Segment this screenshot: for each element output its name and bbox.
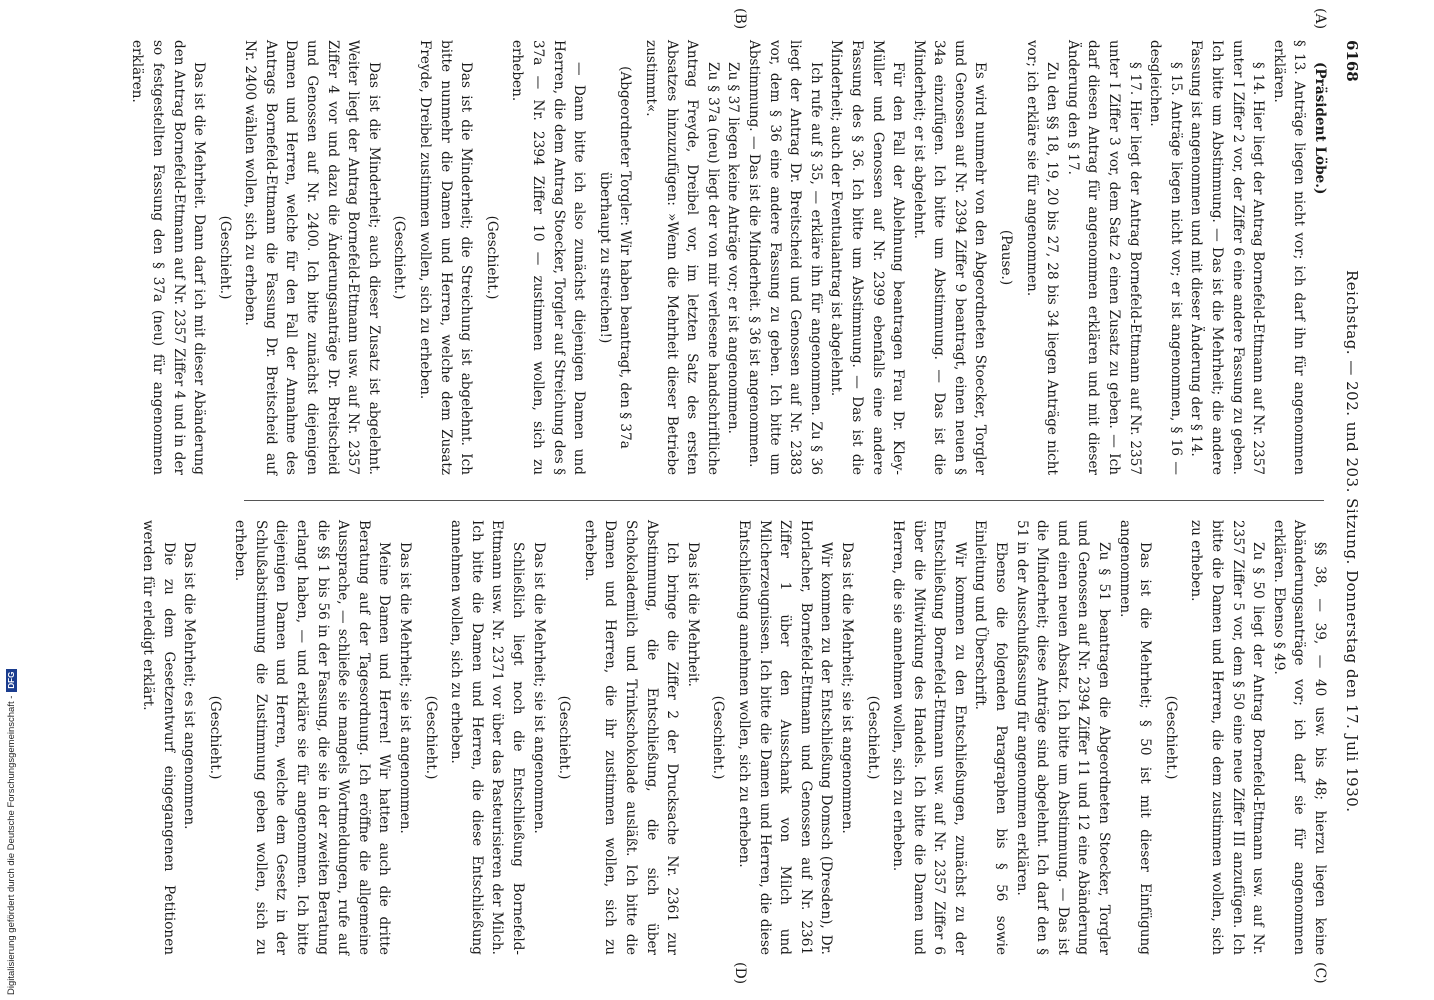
stage-direction: (Geschieht.) xyxy=(391,215,408,300)
paragraph-text: § 13. Anträge liegen nicht vor; ich darf ihn für angenommen erklären. xyxy=(1270,40,1308,475)
paragraph: § 15. Anträge liegen nicht vor; er ist angenommen, § 16 — desgleichen. xyxy=(1147,40,1184,475)
margin-marker-c: (C) xyxy=(1312,962,1328,984)
page-number: 6168 xyxy=(1343,40,1361,82)
stage-direction: (Geschieht.) xyxy=(1162,695,1179,780)
paragraph: Zu § 50 liegt der Antrag Bornefeld-Ettmann usw. auf Nr. 2357 Ziffer 5 vor, dem § 50 eine neue Ziffer III anzufügen. Ich bitte die Damen und Herren, die dem zustimmen wollen, sich zu erheben. xyxy=(1188,520,1267,955)
stage-direction: (Geschieht.) xyxy=(206,695,223,780)
digitization-credit xyxy=(6,669,17,995)
paragraph: § 17. Hier liegt der Antrag Bornefeld-Ettmann auf Nr. 2357 unter I Ziffer 3 vor, dem Satz 2 einen Zusatz zu geben. — Ich darf diesen Antrag für angenommen erklären und mit dieser Änderung den § 17. xyxy=(1064,40,1143,475)
paragraph: §§ 38, — 39, — 40 usw. bis 48; hierzu liegen keine Abänderungsanträge vor; ich darf sie für angenommen erklären. Ebenso § 49. xyxy=(1270,520,1328,955)
paragraph: Das ist die Mehrheit. Dann darf ich mit dieser Abänderung den Antrag Bornefeld-Ettmann auf Nr. 2357 Ziffer 4 und in der so festgestellten Fassung den § 37a (neu) für angenommen erklären. xyxy=(129,40,208,475)
paragraph: Ich rufe auf § 35, — erkläre ihn für angenommen. Zu § 36 liegt der Antrag Dr. Breitscheid und Genossen auf Nr. 2383 vor, dem § 36 eine andere Fassung zu geben. Ich bitte um Abstimmung. — Das ist die Minderheit. § 36 ist angenommen. xyxy=(745,40,824,475)
margin-marker-a: (A) xyxy=(1312,8,1328,30)
paragraph: — Dann bitte ich also zunächst diejenigen Damen und Herren, die dem Antrag Stoecker, Torgler auf Streichung des § 37a — Nr. 2394 Ziffer 10 — zustimmen wollen, sich zu erheben. xyxy=(509,40,588,475)
paragraph: Ich bringe die Ziffer 2 der Drucksache Nr. 2361 zur Abstimmung, die Entschließung, die sich über Schokolademilch und Trinkschokolade ausläßt. Ich bitte die Damen und Herren, die ihr zustimmen wollen, sich zu erheben. xyxy=(581,520,681,955)
stage-direction: (Geschieht.) xyxy=(864,695,881,780)
dfg-logo: DFG xyxy=(6,669,17,692)
paragraph: Für den Fall der Ablehnung beantragen Frau Dr. Kley-Müller und Genossen auf Nr. 2399 ebenfalls eine andere Fassung des § 36. Ich bitte um Abstimmung. — Das ist die Minderheit; auch der Eventualantrag ist abgelehnt. xyxy=(828,40,907,475)
stage-direction: (Geschieht.) xyxy=(483,215,500,300)
paragraph: Das ist die Mehrheit; sie ist angenommen. xyxy=(530,542,547,834)
margin-marker-b: (B) xyxy=(732,8,748,30)
paragraph: Das ist die Minderheit; auch dieser Zusatz ist abgelehnt. Weiter liegt der Antrag Bornefeld-Ettmann usw. auf Nr. 2357 Ziffer 4 vor und dazu die Änderungsanträge Dr. Breitscheid und Genossen auf Nr. 2400. Ich bitte zunächst diejenigen Damen und Herren, welche für den Fall der Annahme des Antrags Bornefeld-Ettmann die Fassung Dr. Breitscheid auf Nr. 2400 wählen wollen, sich zu erheben. xyxy=(242,40,382,475)
paragraph: Zu § 37 liegen keine Anträge vor; er ist angenommen. xyxy=(725,62,742,434)
speaker-paragraph xyxy=(1268,40,1330,475)
paragraph: § 14. Hier liegt der Antrag Bornefeld-Ettmann auf Nr. 2357 unter I Ziffer 2 vor, der Ziffer 6 eine andere Fassung zu geben. Ich bitte um Abstimmung. — Das ist die Mehrheit; die andere Fassung ist angenommen und mit dieser Änderung der § 14. xyxy=(1188,40,1267,475)
stage-direction: (Geschieht.) xyxy=(422,695,439,780)
paragraph: Ebenso die folgenden Paragraphen bis § 56 sowie Einleitung und Überschrift. xyxy=(972,520,1010,955)
paragraph: Das ist die Minderheit; die Streichung ist abgelehnt. Ich bitte nunmehr die Damen und Herren, welche dem Zusatz Freyde, Dreibel zustimmen wollen, sich zu erheben. xyxy=(417,40,475,475)
paragraph: Das ist die Mehrheit; § 50 ist mit dieser Einfügung angenommen. xyxy=(1116,520,1154,955)
stage-direction: (Geschieht.) xyxy=(216,215,233,300)
paragraph: Das ist die Mehrheit. xyxy=(684,542,701,687)
stage-direction: (Geschieht.) xyxy=(710,695,727,780)
left-text-column xyxy=(127,40,1330,475)
paragraph: Das ist die Mehrheit; sie ist angenommen. xyxy=(838,542,855,834)
page-title: Reichstag. — 202. und 203. Sitzung. Donnerstag den 17. Juli 1930. xyxy=(1343,270,1361,813)
paragraph: Wir kommen zu den Entschließungen, zunächst zu der Entschließung Bornefeld-Ettmann usw. auf Nr. 2357 Ziffer 6 über die Mitwirkung des Handels. Ich bitte die Damen und Herren, die sie annehmen wollen, sich zu erheben. xyxy=(890,520,968,955)
paragraph: Zu § 51 beantragen die Abgeordneten Stoecker, Torgler und Genossen auf Nr. 2394 Ziffer 11 und 12 eine Abänderung und einen neuen Absatz. Ich bitte um Abstimmung. — Das ist die Minderheit; diese Anträge sind abgelehnt. Ich darf den § 51 in der Ausschußfassung für angenommen erklären. xyxy=(1013,520,1113,955)
column-divider xyxy=(244,500,1324,501)
stage-direction: (Abgeordneter Torgler: Wir haben beantragt, den § 37a überhaupt zu streichen!) xyxy=(596,66,634,449)
paragraph: Wir kommen zu der Entschließung Domsch (Dresden), Dr. Horlacher, Bornefeld-Ettmann und Genossen auf Nr. 2361 Ziffer 1 über den Ausschank von Milch und Milcherzeugnissen. Ich bitte die Damen und Herren, die diese Entschließung annehmen wollen, sich zu erheben. xyxy=(735,520,835,955)
paragraph: Das ist die Mehrheit; es ist angenommen. xyxy=(181,542,198,830)
credit-text: Digitalisierung gefördert durch die Deutsche Forschungsgemeinschaft - xyxy=(6,695,17,995)
right-text-column xyxy=(137,520,1330,955)
paragraph: Die zu dem Gesetzentwurf eingegangenen Petitionen werden für erledigt erklärt. xyxy=(139,520,177,955)
margin-marker-d: (D) xyxy=(732,962,748,985)
speaker-name: (Präsident Löbe.) xyxy=(1312,62,1328,195)
paragraph: Zu § 37a (neu) liegt der von mir verlesene handschriftliche Antrag Freyde, Dreibel vor, im letzten Satz des ersten Absatzes hinzuzufügen: »Wenn die Mehrheit dieser Betriebe zustimmt«. xyxy=(643,40,721,475)
paragraph: Schließlich liegt noch die Entschließung Bornefeld-Ettmann usw. Nr. 2371 vor über das Pasteurisieren der Milch. Ich bitte die Damen und Herren, die diese Entschließung annehmen wollen, sich zu erheben. xyxy=(448,520,527,955)
paragraph: Meine Damen und Herren! Wir hatten auch die dritte Beratung auf der Tagesordnung. Ich eröffne die allgemeine Aussprache, — schließe sie mangels Wortmeldungen, rufe auf die §§ 1 bis 56 in der Fassung, die sie in der zweiten Beratung erlangt haben, — und erkläre sie für angenommen. Ich bitte diejenigen Damen und Herren, welche dem Gesetz in der Schlußabstimmung die Zustimmung geben wollen, sich zu erheben. xyxy=(232,520,393,955)
paragraph: Das ist die Mehrheit; sie ist angenommen. xyxy=(397,542,414,834)
stage-direction: (Pause.) xyxy=(998,229,1015,286)
paragraph: Zu den §§ 18, 19, 20 bis 27, 28 bis 34 liegen Anträge nicht vor; ich erkläre sie für angenommen. xyxy=(1023,40,1061,475)
paragraph: Es wird nunmehr von den Abgeordneten Stoecker, Torgler und Genossen auf Nr. 2394 Ziffer 9 beantragt, einen neuen § 34a einzufügen. Ich bitte um Abstimmung. — Das ist die Minderheit; er ist abgelehnt. xyxy=(910,40,989,475)
stage-direction: (Geschieht.) xyxy=(556,695,573,780)
rotated-page-scan xyxy=(130,0,1370,1000)
page-header xyxy=(1336,40,1362,960)
